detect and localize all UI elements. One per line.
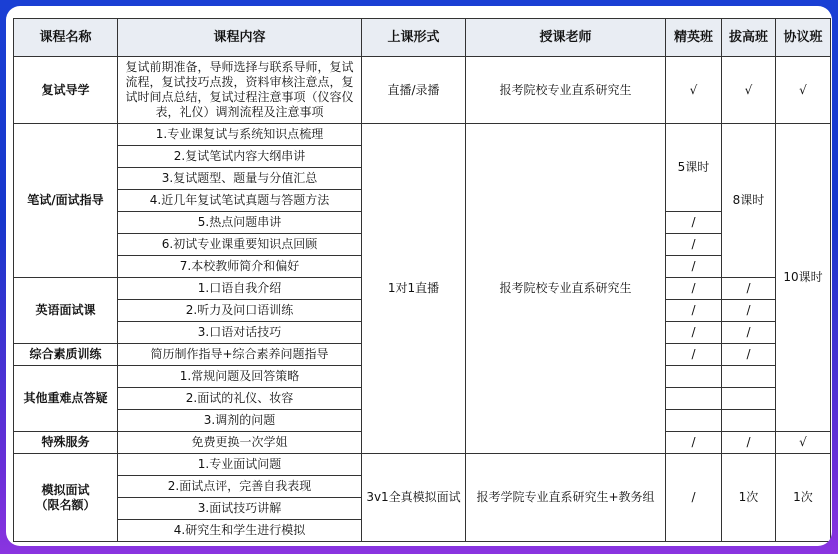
header-elite: 精英班 [666, 19, 722, 57]
list-item: 7.本校教师简介和偏好 [118, 256, 362, 278]
empty-cell [722, 366, 776, 388]
course-name: 复试导学 [14, 57, 118, 124]
class-form: 1对1直播 [362, 124, 466, 454]
class-form: 3v1全真模拟面试 [362, 454, 466, 542]
list-item: 3.调剂的问题 [118, 410, 362, 432]
table-row [14, 454, 831, 476]
header-class-form: 上课形式 [362, 19, 466, 57]
elite-hours: 5课时 [666, 124, 722, 212]
course-name: 英语面试课 [14, 278, 118, 344]
course-name: 特殊服务 [14, 432, 118, 454]
slash-mark: / [722, 344, 776, 366]
slash-mark: / [722, 300, 776, 322]
list-item: 2.复试笔试内容大纲串讲 [118, 146, 362, 168]
empty-cell [666, 410, 722, 432]
slash-mark: / [666, 256, 722, 278]
course-table-card [6, 6, 832, 546]
slash-mark: / [666, 454, 722, 542]
slash-mark: / [666, 212, 722, 234]
check-mark-icon: √ [722, 57, 776, 124]
header-teacher: 授课老师 [466, 19, 666, 57]
list-item: 4.研究生和学生进行模拟 [118, 520, 362, 542]
list-item: 6.初试专业课重要知识点回顾 [118, 234, 362, 256]
check-mark-icon: √ [776, 432, 831, 454]
list-item: 5.热点问题串讲 [118, 212, 362, 234]
slash-mark: / [666, 432, 722, 454]
contract-hours: 10课时 [776, 124, 831, 432]
header-course-name: 课程名称 [14, 19, 118, 57]
course-name: 综合素质训练 [14, 344, 118, 366]
list-item: 1.专业课复试与系统知识点梳理 [118, 124, 362, 146]
boost-hours: 8课时 [722, 124, 776, 278]
limited-quota-note: （限名额） [35, 497, 96, 512]
slash-mark: / [666, 278, 722, 300]
course-name: 其他重难点答疑 [14, 366, 118, 432]
slash-mark: / [666, 322, 722, 344]
list-item: 3.口语对话技巧 [118, 322, 362, 344]
table-row [14, 57, 831, 124]
course-name: 笔试/面试指导 [14, 124, 118, 278]
list-item: 4.近几年复试笔试真题与答题方法 [118, 190, 362, 212]
list-item: 2.面试点评，完善自我表现 [118, 476, 362, 498]
check-mark-icon: √ [666, 57, 722, 124]
slash-mark: / [666, 344, 722, 366]
course-content: 简历制作指导+综合素养问题指导 [118, 344, 362, 366]
header-boost: 拔高班 [722, 19, 776, 57]
table-row [14, 124, 831, 146]
teacher: 报考学院专业直系研究生+教务组 [466, 454, 666, 542]
mock-interview-title: 模拟面试 [41, 482, 90, 497]
list-item: 2.面试的礼仪、妆容 [118, 388, 362, 410]
list-item: 3.复试题型、题量与分值汇总 [118, 168, 362, 190]
slash-mark: / [666, 300, 722, 322]
empty-cell [722, 410, 776, 432]
course-content: 免费更换一次学姐 [118, 432, 362, 454]
list-item: 1.专业面试问题 [118, 454, 362, 476]
course-content: 复试前期准备，导师选择与联系导师，复试流程，复试技巧点拨，资料审核注意点，复试时间点总结，复试过程注意事项（仪容仪表，礼仪）调剂流程及注意事项 [118, 57, 362, 124]
session-count: 1次 [722, 454, 776, 542]
list-item: 1.常规问题及回答策略 [118, 366, 362, 388]
list-item: 2.听力及问口语训练 [118, 300, 362, 322]
list-item: 3.面试技巧讲解 [118, 498, 362, 520]
teacher: 报考院校专业直系研究生 [466, 124, 666, 454]
session-count: 1次 [776, 454, 831, 542]
class-form: 直播/录播 [362, 57, 466, 124]
list-item: 1.口语自我介绍 [118, 278, 362, 300]
slash-mark: / [666, 234, 722, 256]
slash-mark: / [722, 322, 776, 344]
header-contract: 协议班 [776, 19, 831, 57]
empty-cell [666, 388, 722, 410]
course-table [13, 18, 831, 542]
header-row [14, 19, 831, 57]
header-course-content: 课程内容 [118, 19, 362, 57]
empty-cell [722, 388, 776, 410]
course-name [14, 454, 118, 542]
empty-cell [666, 366, 722, 388]
check-mark-icon: √ [776, 57, 831, 124]
slash-mark: / [722, 278, 776, 300]
teacher: 报考院校专业直系研究生 [466, 57, 666, 124]
slash-mark: / [722, 432, 776, 454]
